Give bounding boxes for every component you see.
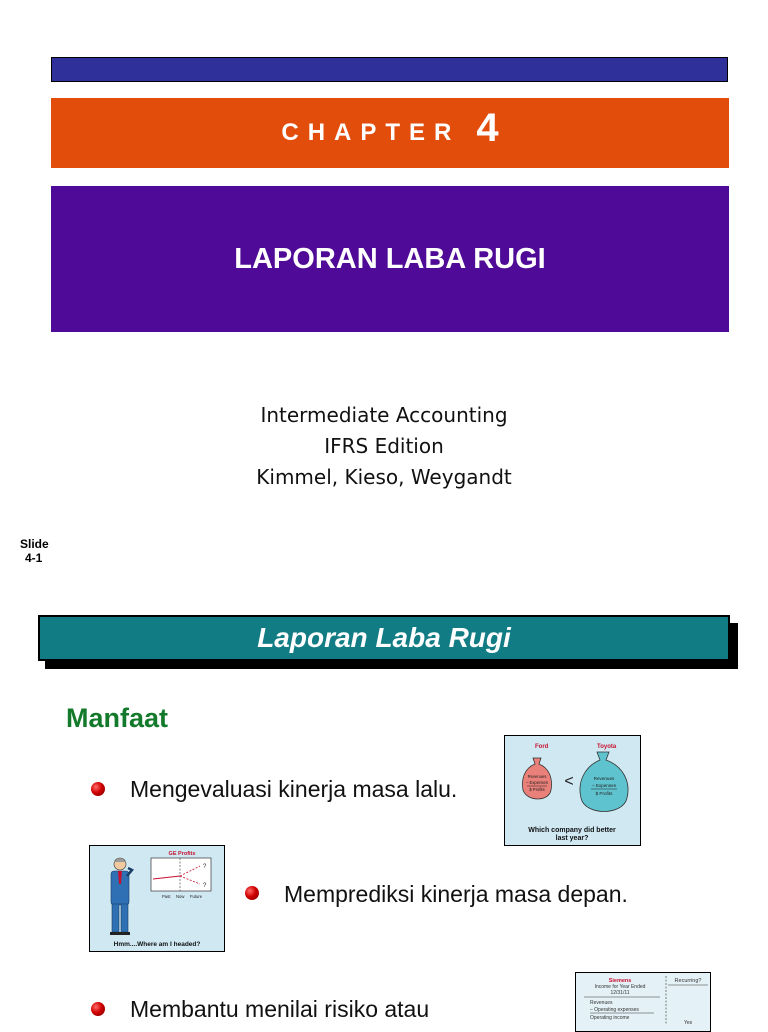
illus1-caption-1: Which company did better	[528, 827, 616, 834]
toyota-profits: $ Profits	[595, 791, 613, 796]
siemens-date: 12/31/11	[610, 990, 630, 996]
ge-axis-future: Future	[190, 894, 203, 899]
chapter-word: CHAPTER	[281, 119, 461, 146]
bullet-text-2: Memprediksi kinerja masa depan.	[284, 881, 628, 907]
bullet-icon	[91, 782, 105, 796]
book-edition: IFRS Edition	[324, 434, 444, 458]
siemens-row-1: Revenues	[590, 1000, 613, 1006]
siemens-row-3: Operating income	[590, 1015, 630, 1021]
top-accent-bar	[51, 57, 728, 82]
bullet-text-1: Mengevaluasi kinerja masa lalu.	[130, 776, 458, 802]
ford-profits: $ Profits	[529, 787, 545, 792]
toyota-revenues: Revenues	[593, 776, 615, 781]
chapter-number: 4	[476, 106, 499, 150]
section-title-bar	[38, 615, 730, 661]
section-title: Laporan Laba Rugi	[257, 622, 511, 653]
ge-axis-past: Past	[162, 894, 171, 899]
ford-revenues: Revenues	[527, 774, 547, 779]
large-bag-icon	[580, 752, 628, 812]
thinking-man-icon	[110, 858, 132, 935]
ford-expenses: – Expenses	[526, 780, 548, 785]
ge-profits-illustration	[89, 845, 225, 952]
ge-q1: ?	[203, 864, 207, 870]
siemens-yes: Yes	[684, 1020, 693, 1025]
siemens-recurring: Recurring?	[674, 978, 702, 984]
slide-title: LAPORAN LABA RUGI	[234, 242, 546, 275]
ge-chart-title: GE Profits	[168, 851, 196, 857]
book-info	[0, 400, 768, 493]
ford-toyota-illustration	[504, 735, 641, 846]
slide-number-label	[20, 537, 49, 565]
siemens-subtitle: Income for Year Ended	[594, 984, 646, 990]
chapter-banner	[51, 98, 729, 168]
section-heading: Manfaat	[66, 703, 169, 733]
siemens-title: Siemens	[608, 978, 632, 984]
ge-q2: ?	[203, 883, 207, 889]
bullet-icon	[245, 886, 259, 900]
bullet-text-3: Membantu menilai risiko atau	[130, 996, 430, 1022]
ford-label: Ford	[535, 744, 549, 750]
slide-number: 4-1	[25, 551, 43, 565]
ge-caption: Hmm....Where am I headed?	[113, 941, 201, 948]
ge-axis-now: Now	[176, 894, 185, 899]
compare-symbol: <	[564, 773, 574, 790]
slide-title-banner	[51, 186, 729, 332]
bullet-icon	[91, 1002, 105, 1016]
toyota-label: Toyota	[597, 744, 617, 750]
ge-chart-frame	[151, 858, 211, 891]
toyota-expenses: – Expenses	[591, 783, 617, 788]
illus1-caption-2: last year?	[555, 835, 589, 842]
book-authors: Kimmel, Kieso, Weygandt	[256, 465, 512, 489]
book-title: Intermediate Accounting	[260, 403, 508, 427]
siemens-illustration	[575, 972, 711, 1032]
slide-label: Slide	[20, 537, 49, 551]
siemens-row-2: – Operating expenses	[590, 1007, 639, 1013]
